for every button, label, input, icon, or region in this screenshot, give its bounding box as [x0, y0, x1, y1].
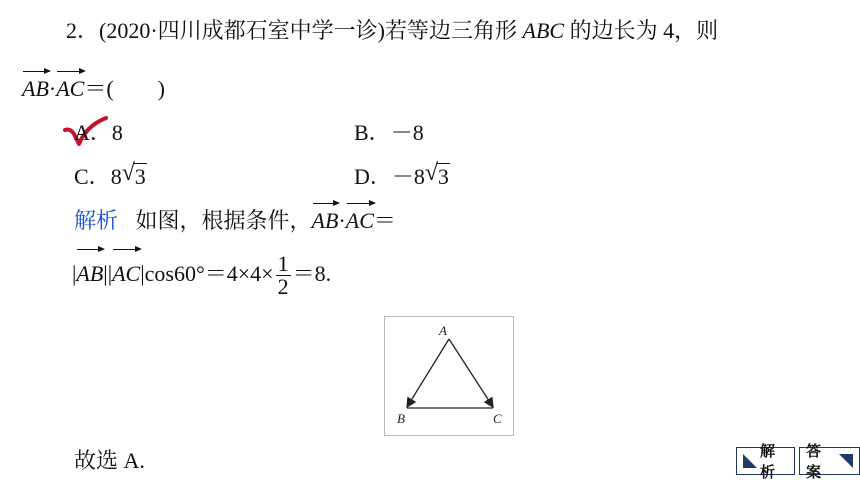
- analysis-line-1: [74, 206, 396, 236]
- fraction-numerator: 1: [277, 251, 289, 277]
- vector-ac: AC: [56, 74, 84, 104]
- sqrt-symbol: √ 3: [424, 160, 449, 189]
- answer-blank: ＝( ): [84, 76, 165, 101]
- question-line-1: [66, 16, 718, 46]
- triangle-decor-icon: [839, 454, 853, 468]
- fraction-one-half: [276, 253, 291, 298]
- vertex-label-a: A: [439, 323, 447, 338]
- equilateral-triangle-diagram: [385, 317, 513, 435]
- dot-operator: ·: [338, 208, 346, 233]
- triangle-name: ABC: [522, 18, 565, 43]
- option-a: [74, 118, 123, 148]
- option-b: [354, 118, 424, 148]
- result: ＝8.: [292, 261, 332, 286]
- option-d-value: －8: [391, 164, 425, 189]
- vector-ac: AC: [346, 206, 374, 236]
- question-text-a: 若等边三角形: [385, 18, 518, 43]
- vector-ab: AB: [312, 206, 339, 236]
- option-c: [74, 162, 147, 192]
- answer-button[interactable]: [799, 442, 860, 481]
- side-ac: [449, 339, 493, 407]
- option-b-letter: B．: [354, 120, 391, 145]
- vertex-label-b: B: [397, 411, 405, 426]
- option-d-letter: D．: [354, 164, 392, 189]
- vector-ab: AB: [22, 74, 49, 104]
- question-line-2: [22, 74, 165, 104]
- vector-ac: AC: [112, 252, 140, 296]
- vertex-label-c: C: [493, 411, 502, 426]
- equals-sign: ＝: [373, 208, 396, 233]
- dot-operator: ·: [48, 76, 57, 101]
- analysis-line-2: [72, 252, 331, 298]
- abs-bars-mid: ||: [103, 261, 113, 286]
- question-number: 2．: [66, 18, 100, 43]
- vector-ab: AB: [76, 252, 103, 296]
- analysis-button-label: 解析: [760, 442, 776, 481]
- analysis-intro: 如图，根据条件，: [135, 208, 312, 233]
- triangle-figure: [384, 316, 514, 436]
- option-a-value: 8: [111, 120, 123, 145]
- option-c-value: 8: [110, 164, 122, 189]
- question-source: (2020·四川成都石室中学一诊): [99, 18, 385, 43]
- cos-expression: |cos60°＝4×4×: [140, 261, 274, 286]
- analysis-button[interactable]: [736, 442, 795, 481]
- conclusion: 故选 A.: [74, 448, 145, 473]
- triangle-decor-icon: [743, 454, 757, 468]
- sqrt-symbol: √ 3: [121, 160, 146, 189]
- answer-button-group: [736, 442, 860, 481]
- answer-button-label: 答案: [806, 442, 822, 481]
- question-text-b: 的边长为 4，则: [569, 18, 719, 43]
- abs-bar: |: [72, 261, 77, 286]
- option-c-letter: C．: [74, 164, 111, 189]
- analysis-label: 解析: [74, 208, 119, 233]
- option-b-value: －8: [390, 120, 424, 145]
- option-d-radicand: 3: [437, 164, 449, 189]
- fraction-denominator: 2: [277, 274, 289, 300]
- option-c-radicand: 3: [134, 164, 146, 189]
- side-ab: [407, 339, 449, 407]
- option-d: [354, 162, 450, 192]
- option-a-letter: A．: [74, 120, 112, 145]
